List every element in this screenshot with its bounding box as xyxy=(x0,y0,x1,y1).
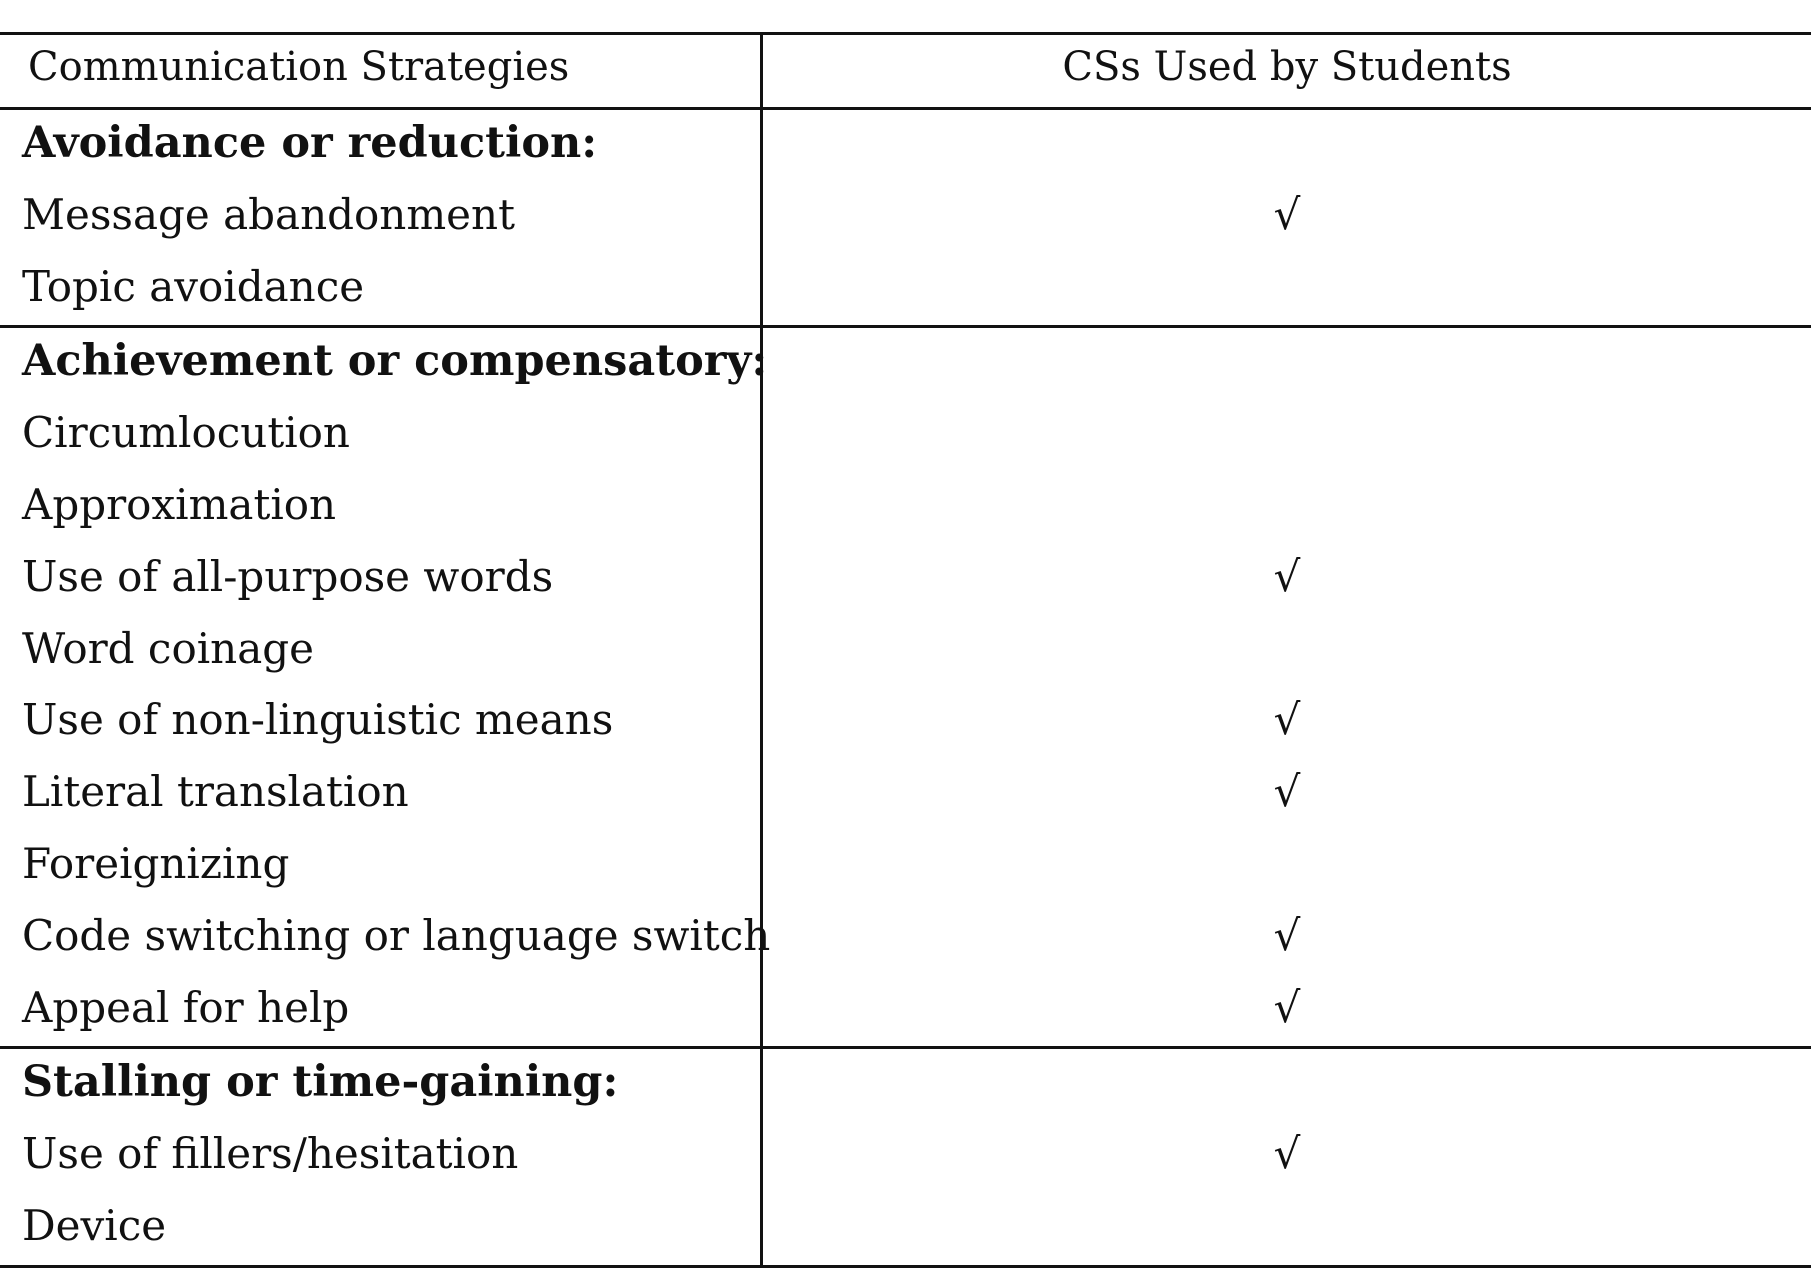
header-css-used-by-students: CSs Used by Students xyxy=(1062,44,1512,90)
group-avoidance xyxy=(0,110,1811,328)
table-row xyxy=(0,472,1811,544)
strategy-label: Message abandonment xyxy=(22,189,515,239)
check-mark: √ xyxy=(1273,1129,1301,1179)
table-row xyxy=(0,687,1811,759)
communication-strategies-table xyxy=(0,32,1811,1268)
table-row xyxy=(0,831,1811,903)
table-row xyxy=(0,759,1811,831)
table-row xyxy=(0,254,1811,326)
strategy-label: Use of fillers/hesitation xyxy=(22,1129,519,1179)
group-stalling xyxy=(0,1049,1811,1264)
check-mark: √ xyxy=(1273,551,1301,601)
table-row xyxy=(0,1193,1811,1265)
group-achievement xyxy=(0,328,1811,1049)
strategy-label: Approximation xyxy=(22,479,337,529)
check-mark: √ xyxy=(1273,695,1301,745)
table-row xyxy=(0,182,1811,254)
table-row xyxy=(0,975,1811,1047)
strategy-label: Literal translation xyxy=(22,767,409,817)
group-title: Achievement or compensatory: xyxy=(22,336,768,387)
strategy-label: Code switching or language switch xyxy=(22,910,771,960)
check-mark: √ xyxy=(1273,982,1301,1032)
check-mark: √ xyxy=(1273,767,1301,817)
strategy-label: Circumlocution xyxy=(22,408,350,458)
table-row xyxy=(0,616,1811,688)
group-title-row xyxy=(0,110,1811,182)
group-title-row xyxy=(0,1049,1811,1121)
table-row xyxy=(0,400,1811,472)
group-title-row xyxy=(0,328,1811,400)
group-title: Avoidance or reduction: xyxy=(22,118,598,168)
strategy-label: Use of non-linguistic means xyxy=(22,695,614,745)
strategy-label: Topic avoidance xyxy=(22,261,365,311)
table-row xyxy=(0,903,1811,975)
check-mark: √ xyxy=(1273,910,1301,960)
header-communication-strategies: Communication Strategies xyxy=(28,44,570,90)
check-mark: √ xyxy=(1273,189,1301,239)
strategy-label: Foreignizing xyxy=(22,838,290,888)
table-header-row xyxy=(0,35,1811,110)
table-row xyxy=(0,544,1811,616)
group-title: Stalling or time-gaining: xyxy=(22,1057,619,1108)
strategy-label: Use of all-purpose words xyxy=(22,551,554,601)
strategy-label: Word coinage xyxy=(22,623,314,673)
strategy-label: Device xyxy=(22,1200,167,1250)
table-row xyxy=(0,1121,1811,1193)
strategy-label: Appeal for help xyxy=(22,982,350,1032)
